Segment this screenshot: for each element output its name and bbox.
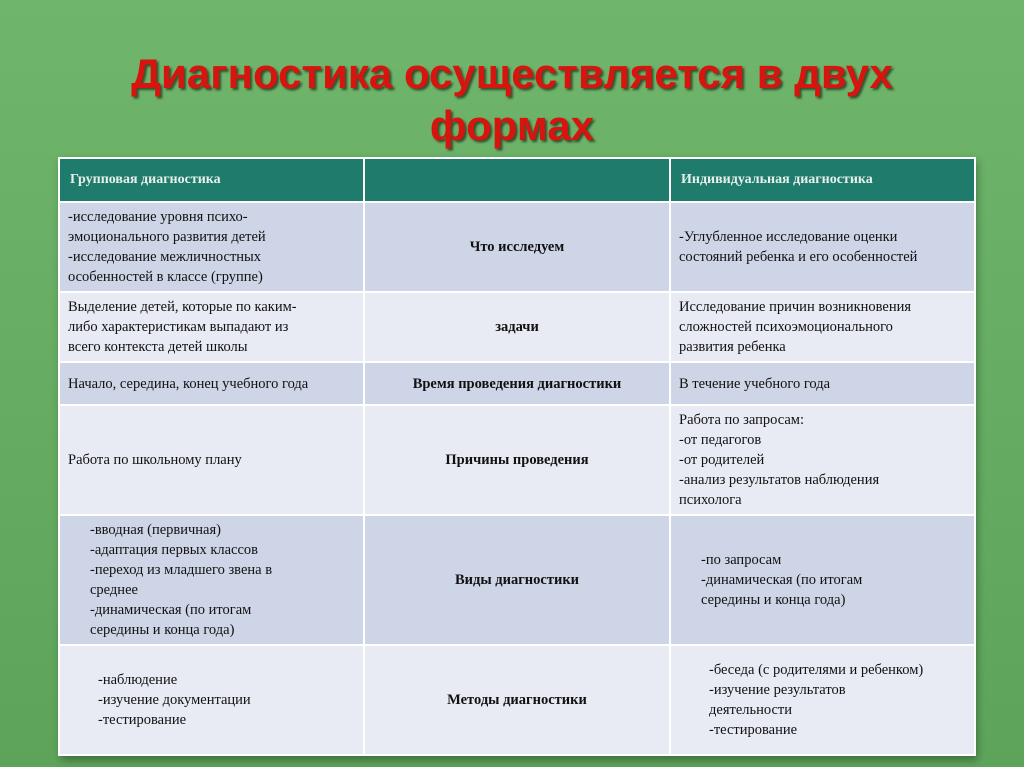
table-row [59, 202, 975, 292]
row-1-left: Выделение детей, которые по каким- либо характеристикам выпадают из всего контекста детей школы [59, 292, 364, 362]
row-3-right: Работа по запросам: -от педагогов -от родителей -анализ результатов наблюдения психолога [670, 405, 975, 515]
row-3-left: Работа по школьному плану [59, 405, 364, 515]
row-0-right: -Углубленное исследование оценки состояний ребенка и его особенностей [670, 202, 975, 292]
comparison-table [58, 157, 976, 756]
row-2-middle: Время проведения диагностики [364, 362, 670, 405]
table-row [59, 405, 975, 515]
row-2-right: В течение учебного года [670, 362, 975, 405]
row-1-right: Исследование причин возникновения сложностей психоэмоционального развития ребенка [670, 292, 975, 362]
row-1-middle: задачи [364, 292, 670, 362]
table-row [59, 292, 975, 362]
header-group-diagnostics: Групповая диагностика [59, 158, 364, 202]
row-0-left: -исследование уровня психо- эмоционального развития детей -исследование межличностных особенностей в классе (группе) [59, 202, 364, 292]
comparison-table-container [58, 157, 974, 756]
table-header-row [59, 158, 975, 202]
row-4-middle: Виды диагностики [364, 515, 670, 645]
row-4-right: -по запросам -динамическая (по итогам середины и конца года) [670, 515, 975, 645]
row-0-middle: Что исследуем [364, 202, 670, 292]
table-row [59, 645, 975, 755]
row-5-right: -беседа (с родителями и ребенком) -изучение результатов деятельности -тестирование [670, 645, 975, 755]
header-empty [364, 158, 670, 202]
slide-title: Диагностика осуществляется в двух формах [131, 50, 893, 149]
row-2-left: Начало, середина, конец учебного года [59, 362, 364, 405]
row-5-middle: Методы диагностики [364, 645, 670, 755]
row-5-left: -наблюдение -изучение документации -тестирование [59, 645, 364, 755]
row-3-middle: Причины проведения [364, 405, 670, 515]
header-individual-diagnostics: Индивидуальная диагностика [670, 158, 975, 202]
table-row [59, 515, 975, 645]
row-4-left: -вводная (первичная) -адаптация первых классов -переход из младшего звена в среднее -динамическая (по итогам середины и конца года) [59, 515, 364, 645]
table-row [59, 362, 975, 405]
